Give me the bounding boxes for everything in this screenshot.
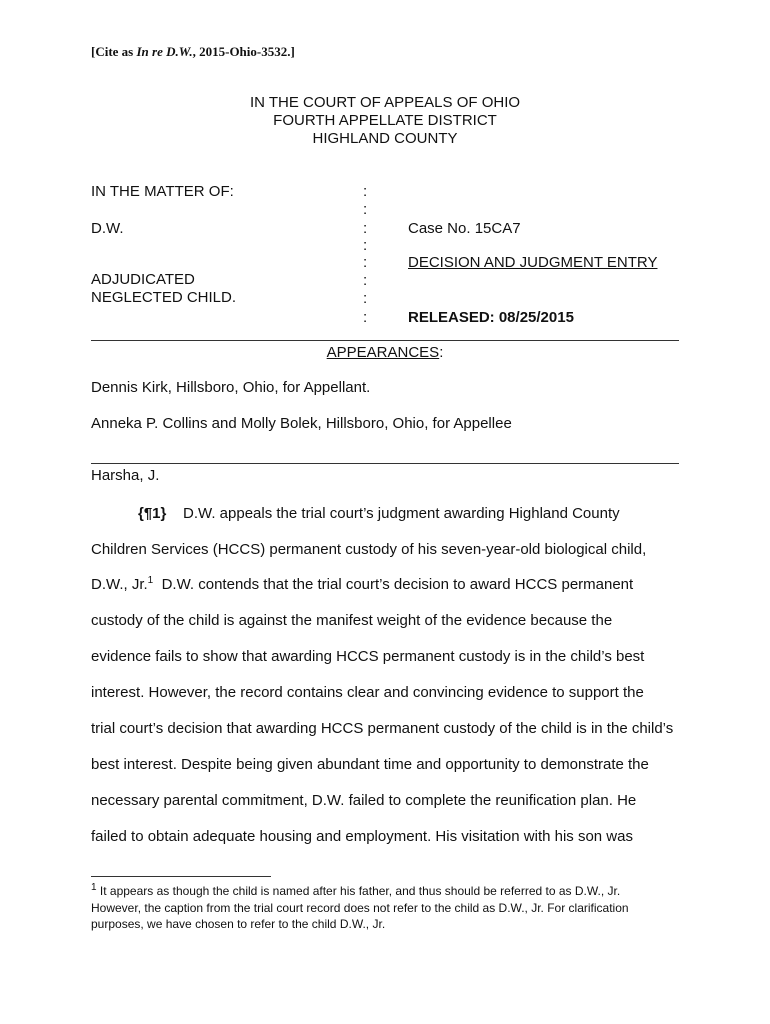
caption-colon: : bbox=[363, 237, 368, 254]
body-line: failed to obtain adequate housing and employment. His visitation with his son was bbox=[91, 828, 633, 845]
appearance-appellee: Anneka P. Collins and Molly Bolek, Hillsboro, Ohio, for Appellee bbox=[91, 415, 512, 432]
footnote-line: $^1$ It appears as though the child is named after his father, and thus should be referred to as D.W., Jr. bbox=[91, 882, 621, 898]
body-line: necessary parental commitment, D.W. failed to complete the reunification plan. He bbox=[91, 792, 637, 809]
caption-in-the-matter: IN THE MATTER OF: bbox=[91, 183, 234, 200]
body-line: interest. However, the record contains clear and convincing evidence to support the bbox=[91, 684, 644, 701]
caption-colon: : bbox=[363, 254, 368, 271]
release-date: RELEASED: 08/25/2015 bbox=[408, 309, 574, 326]
footnote-number: 1 bbox=[91, 882, 97, 893]
footnote-line: However, the caption from the trial court record does not refer to the child as D.W., Jr. For clarification bbox=[91, 901, 629, 915]
entry-type: DECISION AND JUDGMENT ENTRY bbox=[408, 254, 658, 271]
footnote-divider bbox=[91, 876, 271, 877]
caption-colon: : bbox=[363, 183, 368, 200]
caption-status-line2: NEGLECTED CHILD. bbox=[91, 289, 237, 306]
citation: [Cite as In re D.W., 2015-Ohio-3532.] bbox=[91, 44, 295, 59]
caption-party: D.W. bbox=[91, 220, 124, 237]
divider bbox=[91, 340, 679, 341]
body-line: Children Services (HCCS) permanent custody of his seven-year-old biological child, bbox=[91, 541, 647, 558]
caption-status-line1: ADJUDICATED bbox=[91, 271, 195, 288]
caption-colon: : bbox=[363, 272, 368, 289]
court-name: IN THE COURT OF APPEALS OF OHIO bbox=[249, 94, 521, 111]
case-number: Case No. 15CA7 bbox=[408, 220, 521, 237]
caption-colon: : bbox=[363, 220, 368, 237]
appearance-appellant: Dennis Kirk, Hillsboro, Ohio, for Appellant. bbox=[91, 379, 371, 396]
citation-case-name: In re D.W. bbox=[136, 44, 193, 59]
body-line: best interest. Despite being given abundant time and opportunity to demonstrate the bbox=[91, 756, 649, 773]
caption-colon: : bbox=[363, 290, 368, 307]
body-line: evidence fails to show that awarding HCCS permanent custody is in the child’s best bbox=[91, 648, 645, 665]
body-line: D.W. appeals the trial court’s judgment awarding Highland County bbox=[183, 505, 620, 522]
judge-name: Harsha, J. bbox=[91, 467, 160, 484]
body-line: trial court’s decision that awarding HCCS permanent custody of the child is in the child’s bbox=[91, 720, 674, 737]
divider bbox=[91, 463, 679, 464]
caption-colon: : bbox=[363, 201, 368, 218]
court-county: HIGHLAND COUNTY bbox=[312, 130, 458, 147]
appearances-heading: APPEARANCES: bbox=[326, 344, 444, 361]
footnote-line: purposes, we have chosen to refer to the child D.W., Jr. bbox=[91, 917, 386, 931]
paragraph-marker: {¶1} bbox=[138, 505, 167, 522]
body-line: D.W., Jr.$^1$ D.W. contends that the trial court’s decision to award HCCS permanent bbox=[91, 575, 634, 593]
body-line: custody of the child is against the manifest weight of the evidence because the bbox=[91, 612, 613, 629]
footnote-reference[interactable]: 1 bbox=[147, 575, 154, 586]
court-district: FOURTH APPELLATE DISTRICT bbox=[273, 112, 497, 129]
caption-colon: : bbox=[363, 309, 368, 326]
